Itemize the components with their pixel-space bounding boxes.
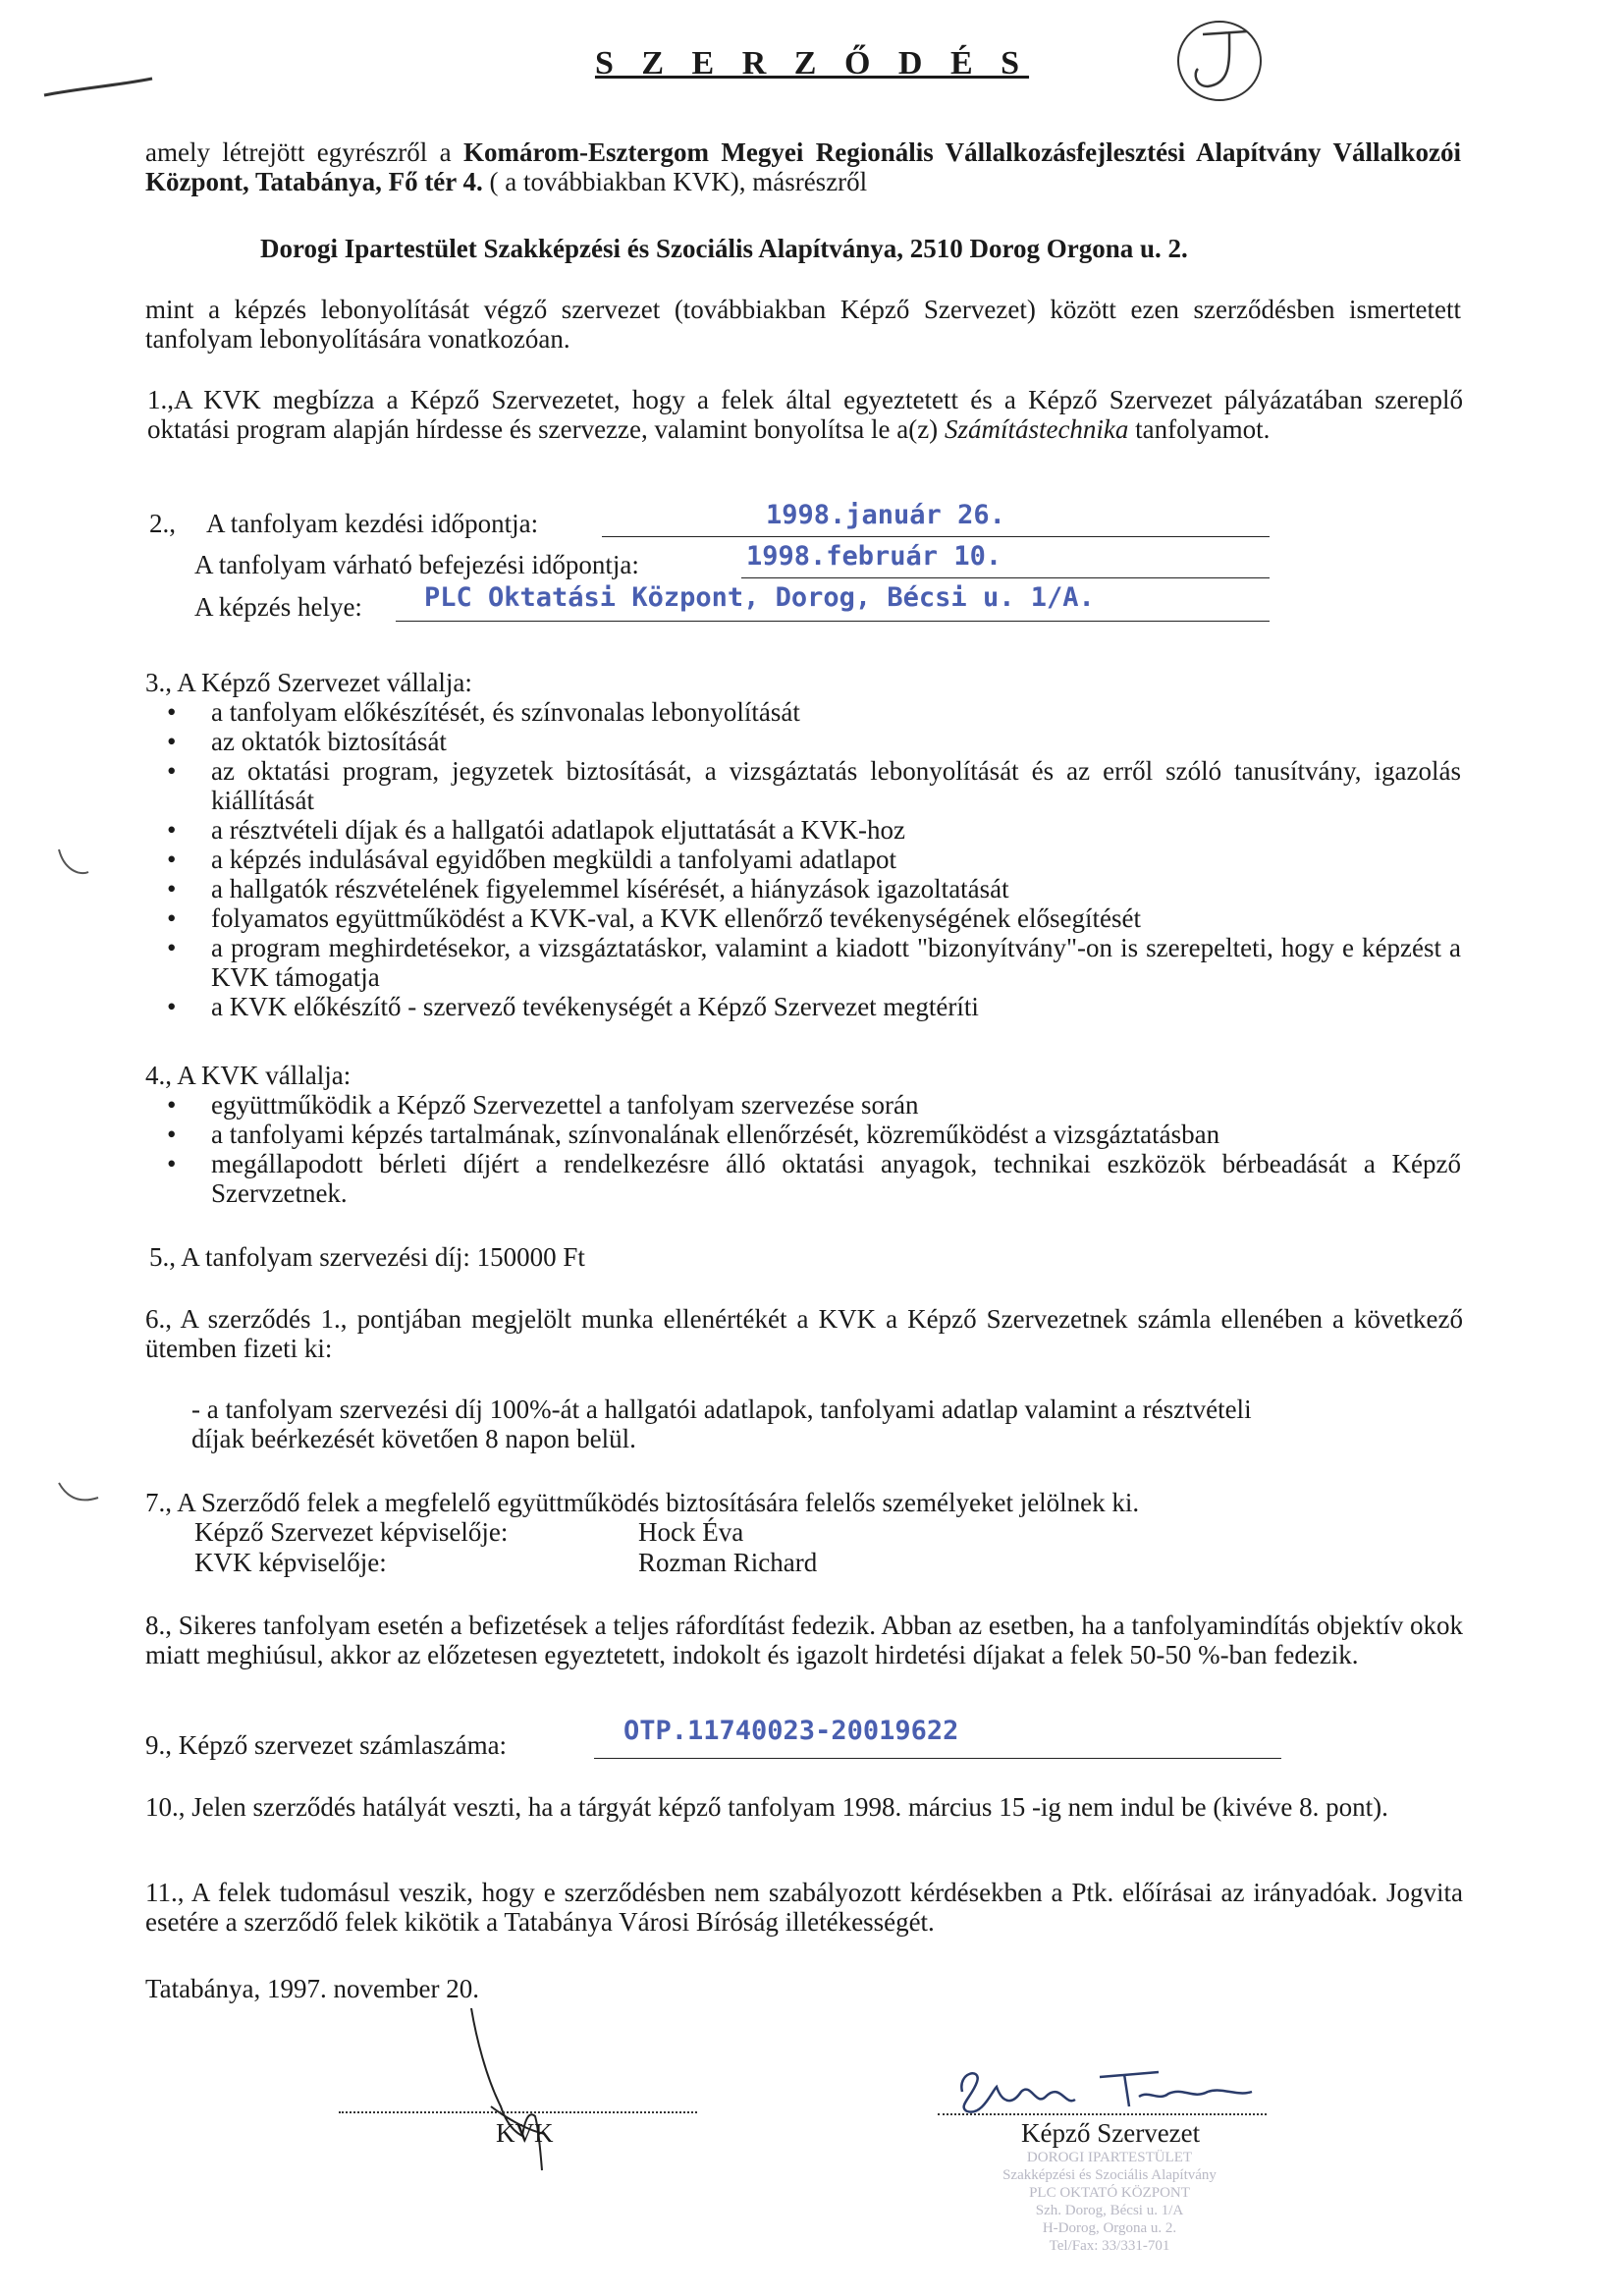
list-item: • megállapodott bérleti díjért a rendelkezésre álló oktatási anyagok, technikai eszközök bérbeadását a Képző Szervzetnek. [167, 1149, 1461, 1208]
stamp-line: Szakképzési és Szociális Alapítvány [1002, 2167, 1217, 2183]
account-label: 9., Képző szervezet számlaszáma: [145, 1730, 508, 1760]
place-date: Tatabánya, 1997. november 20. [145, 1974, 480, 2003]
margin-mark-icon [54, 1473, 103, 1512]
stamp-line: H-Dorog, Orgona u. 2. [1042, 2220, 1177, 2236]
end-date-line [741, 577, 1270, 578]
section-4-list [167, 1090, 1461, 1208]
place-value: PLC Oktatási Központ, Dorog, Bécsi u. 1/A. [424, 582, 1095, 613]
training-org-stamp [962, 2149, 1257, 2255]
training-org-signature-label: Képző Szervezet [1021, 2118, 1201, 2148]
rep2-label: KVK képviselője: [194, 1548, 387, 1577]
handwritten-mark-icon [1168, 10, 1276, 108]
list-item: • a program meghirdetésekor, a vizsgáztatáskor, valamint a kiadott "bizonyítvány"-on is szerepelteti, hogy e képzést a KVK támogatja [167, 933, 1461, 992]
section-3-heading: 3., A Képző Szervezet vállalja: [145, 668, 472, 697]
section-6-sub: - a tanfolyam szervezési díj 100%-át a hallgatói adatlapok, tanfolyami adatlap valamint a résztvételi díjak beérkezését követően 8 napon belül. [191, 1394, 1252, 1453]
place-label: A képzés helye: [194, 592, 362, 622]
section-11: 11., A felek tudomásul veszik, hogy e szerződésben nem szabályozott kérdésekben a Ptk. előírásai az irányadóak. Jogvita esetére a szerződő felek kikötik a Tatabánya Városi Bíróság illetékességét. [145, 1878, 1463, 1937]
section-1-text: 1.,A KVK megbízza a Képző Szervezetet, hogy a felek által egyeztetett és a Képző Szervezet pályázatában szereplő oktatási program alapján hírdesse és szervezze, valamint bonyolítsa le a(z) [147, 385, 1463, 444]
end-date-label: A tanfolyam várható befejezési időpontja: [194, 550, 639, 579]
start-date-line [602, 536, 1270, 537]
pen-stroke-icon [39, 74, 157, 103]
list-item: • a képzés indulásával egyidőben megküldi a tanfolyami adatlapot [167, 845, 1461, 874]
list-item: • a hallgatók részvételének figyelemmel kísérését, a hiányzások igazoltatását [167, 874, 1461, 903]
stamp-line: PLC OKTATÓ KÖZPONT [1029, 2185, 1190, 2201]
training-org-signature-line [938, 2113, 1267, 2115]
margin-mark-icon [54, 845, 93, 884]
rep1-label: Képző Szervezet képviselője: [194, 1517, 509, 1547]
course-name: Számítástechnika [944, 414, 1129, 444]
stamp-line: Tel/Fax: 33/331-701 [1049, 2238, 1170, 2254]
list-item: • a KVK előkészítő - szervező tevékenységét a Képző Szervezet megtéríti [167, 992, 1461, 1021]
section-2-number: 2., [149, 509, 176, 538]
section-4-heading: 4., A KVK vállalja: [145, 1061, 352, 1090]
kvk-signature-line [339, 2111, 697, 2113]
section-8: 8., Sikeres tanfolyam esetén a befizetések a teljes ráfordítást fedezik. Abban az esetben, ha a tanfolyamindítás objektív okok miatt meghiúsul, akkor az előzetesen egyeztetett, indokolt és igazolt hirdetési díjakat a felek 50-50 %-ban fedezik. [145, 1611, 1463, 1669]
training-org-signature-icon [952, 2062, 1267, 2121]
kvk-signature-label: KVK [496, 2118, 554, 2148]
section-10: 10., Jelen szerződés hatályát veszti, ha a tárgyát képző tanfolyam 1998. március 15 -ig nem indul be (kivéve 8. pont). [145, 1792, 1388, 1822]
list-item: • az oktatási program, jegyzetek biztosítását, a vizsgáztatás lebonyolítását és az erről szóló tanusítvány, igazolás kiállítását [167, 756, 1461, 815]
kvk-stamp [344, 2141, 638, 2219]
end-date-value: 1998.február 10. [746, 541, 1002, 572]
document-title: S Z E R Z Ő D É S [594, 45, 1030, 82]
section-1 [147, 385, 1463, 444]
list-item: • a tanfolyami képzés tartalmának, színvonalának ellenőrzését, közreműködést a vizsgáztatásban [167, 1120, 1461, 1149]
list-item: • együttműködik a Képző Szervezettel a tanfolyam szervezése során [167, 1090, 1461, 1120]
start-date-label: A tanfolyam kezdési időpontja: [206, 509, 539, 538]
list-item: • a tanfolyam előkészítését, és színvonalas lebonyolítását [167, 697, 1461, 727]
intro-suffix: ( a továbbiakban KVK), másrészről [482, 167, 868, 196]
kvk-organization: Komárom-Esztergom Megyei Regionális Vállalkozásfejlesztési Alapítvány Vállalkozói Központ, Tatabánya, Fő tér 4. [145, 137, 1461, 196]
intro-paragraph-2: mint a képzés lebonyolítását végző szervezet (továbbiakban Képző Szervezet) között ezen szerződésben ismertetett tanfolyam lebonyolítására vonatkozóan. [145, 295, 1461, 354]
section-3-list [167, 697, 1461, 1021]
place-line [396, 621, 1270, 622]
list-item: • az oktatók biztosítását [167, 727, 1461, 756]
stamp-line: DOROGI IPARTESTÜLET [1026, 2150, 1193, 2165]
account-line [594, 1758, 1281, 1759]
start-date-value: 1998.január 26. [766, 500, 1005, 530]
intro-prefix: amely létrejött egyrészről a [145, 137, 464, 167]
rep1-name: Hock Éva [638, 1517, 744, 1547]
list-item: • folyamatos együttműködést a KVK-val, a KVK ellenőrző tevékenységének elősegítését [167, 903, 1461, 933]
section-1-tail: tanfolyamot. [1128, 414, 1271, 444]
section-5: 5., A tanfolyam szervezési díj: 150000 Ft [149, 1242, 585, 1272]
list-item: • a résztvételi díjak és a hallgatói adatlapok eljuttatását a KVK-hoz [167, 815, 1461, 845]
stamp-line: Szh. Dorog, Bécsi u. 1/A [1035, 2203, 1184, 2218]
section-7-heading: 7., A Szerződő felek a megfelelő együttműködés biztosítására felelős személyeket jelölnek ki. [145, 1488, 1140, 1517]
account-value: OTP.11740023-20019622 [623, 1716, 959, 1746]
intro-paragraph [145, 137, 1461, 196]
rep2-name: Rozman Richard [638, 1548, 818, 1577]
training-organization: Dorogi Ipartestület Szakképzési és Szociális Alapítványa, 2510 Dorog Orgona u. 2. [260, 234, 1188, 263]
section-6: 6., A szerződés 1., pontjában megjelölt munka ellenértékét a KVK a Képző Szervezetnek számla ellenében a következő ütemben fizeti ki: [145, 1304, 1463, 1363]
